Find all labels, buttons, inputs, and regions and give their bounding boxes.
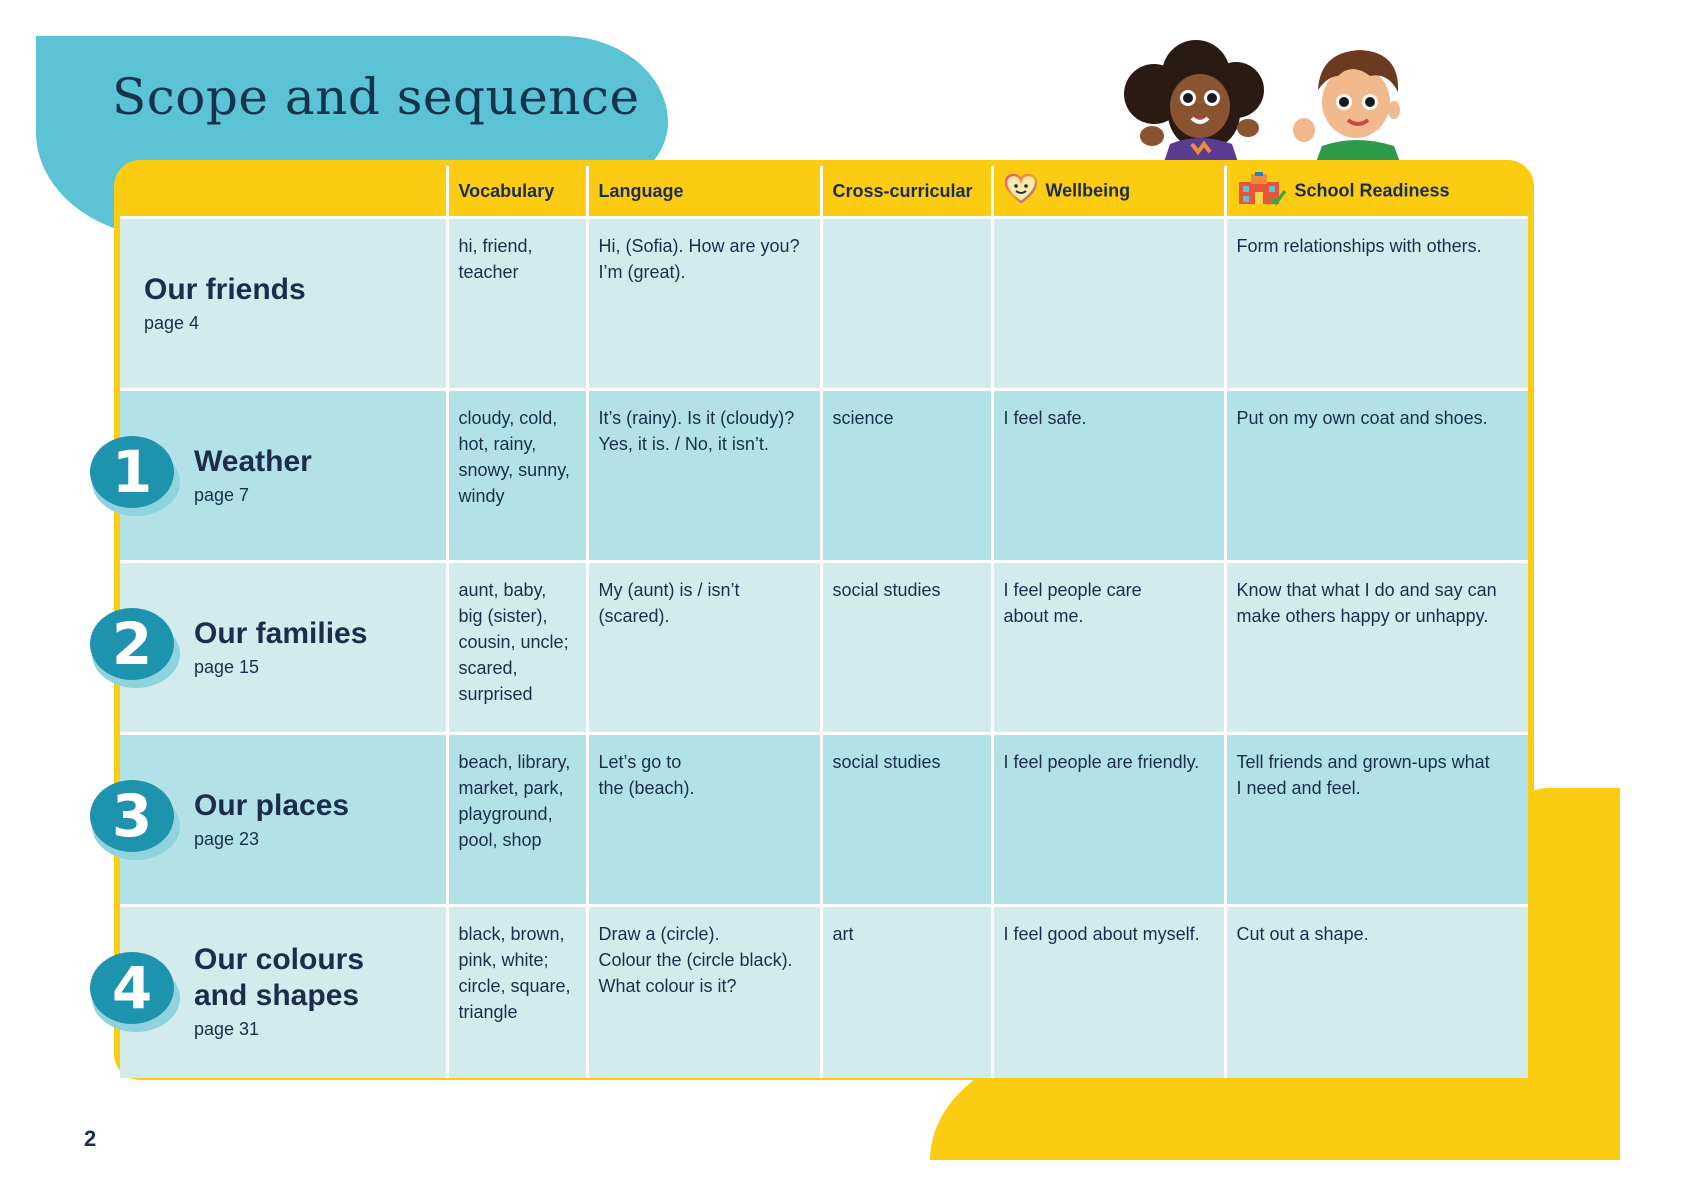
unit-number-badge: 1 [88,434,184,518]
school-building-icon [1237,172,1287,211]
unit-number-badge: 4 [88,950,184,1034]
school-readiness-cell: Cut out a shape. [1225,906,1528,1078]
wellbeing-cell [992,218,1225,390]
school-readiness-cell: Put on my own coat and shoes. [1225,390,1528,562]
table-row [120,562,1528,734]
language-cell: Draw a (circle). Colour the (circle black). What colour is it? [587,906,821,1078]
unit-page: page 15 [194,656,260,677]
unit-page: page 23 [194,828,260,849]
school-readiness-cell: Tell friends and grown-ups what I need and feel. [1225,734,1528,906]
language-cell: My (aunt) is / isn’t (scared). [587,562,821,734]
girl-illustration [1124,40,1264,162]
header-cross-curricular: Cross-curricular [821,166,992,218]
vocabulary-cell: aunt, baby, big (sister), cousin, uncle; scared, surprised [447,562,587,734]
table-row [120,906,1528,1078]
cross-curricular-cell: social studies [821,734,992,906]
wellbeing-cell: I feel people care about me. [992,562,1225,734]
header-wellbeing [992,166,1225,218]
page-title: Scope and sequence [112,68,640,126]
wellbeing-cell: I feel safe. [992,390,1225,562]
vocabulary-cell: beach, library, market, park, playground, pool, shop [447,734,587,906]
table-row [120,390,1528,562]
unit-cell [111,906,447,1078]
unit-page: page 4 [144,312,200,333]
header-school-readiness [1225,166,1528,218]
header-unit [120,166,447,218]
children-illustration [1108,32,1418,162]
unit-page: page 31 [194,1019,260,1040]
boy-illustration [1293,50,1400,162]
header-school-readiness-label: School Readiness [1294,179,1450,200]
scope-and-sequence-table [111,166,1528,1078]
heart-face-icon [1004,174,1038,209]
language-cell: It’s (rainy). Is it (cloudy)? Yes, it is. / No, it isn’t. [587,390,821,562]
unit-label [111,437,312,508]
unit-page: page 7 [194,484,250,505]
school-readiness-cell: Know that what I do and say can make others happy or unhappy. [1225,562,1528,734]
scope-table-frame [111,160,1534,1080]
unit-name: Our families [194,616,368,650]
table-row [120,218,1528,390]
unit-name: Weather [194,444,312,478]
unit-number-badge: 2 [88,606,184,690]
cross-curricular-cell [821,218,992,390]
table-row [120,734,1528,906]
page-number: 2 [84,1126,97,1151]
wellbeing-cell: I feel good about myself. [992,906,1225,1078]
unit-name: Our colours and shapes [194,943,365,1013]
language-cell: Let’s go to the (beach). [587,734,821,906]
unit-cell [111,562,447,734]
unit-label [111,942,365,1042]
unit-label [111,781,350,852]
unit-label [144,272,306,336]
wellbeing-cell: I feel people are friendly. [992,734,1225,906]
cross-curricular-cell: social studies [821,562,992,734]
unit-name: Our places [194,788,350,822]
unit-name: Our friends [144,272,306,306]
vocabulary-cell: cloudy, cold, hot, rainy, snowy, sunny, windy [447,390,587,562]
unit-cell [120,218,447,390]
unit-cell [111,390,447,562]
cross-curricular-cell: science [821,390,992,562]
language-cell: Hi, (Sofia). How are you? I’m (great). [587,218,821,390]
header-wellbeing-label: Wellbeing [1045,179,1131,200]
unit-label [111,609,368,680]
vocabulary-cell: black, brown, pink, white; circle, square, triangle [447,906,587,1078]
cross-curricular-cell: art [821,906,992,1078]
unit-cell [111,734,447,906]
unit-number-badge: 3 [88,778,184,862]
header-vocabulary: Vocabulary [447,166,587,218]
table-header-row [120,166,1528,218]
school-readiness-cell: Form relationships with others. [1225,218,1528,390]
header-language: Language [587,166,821,218]
vocabulary-cell: hi, friend, teacher [447,218,587,390]
